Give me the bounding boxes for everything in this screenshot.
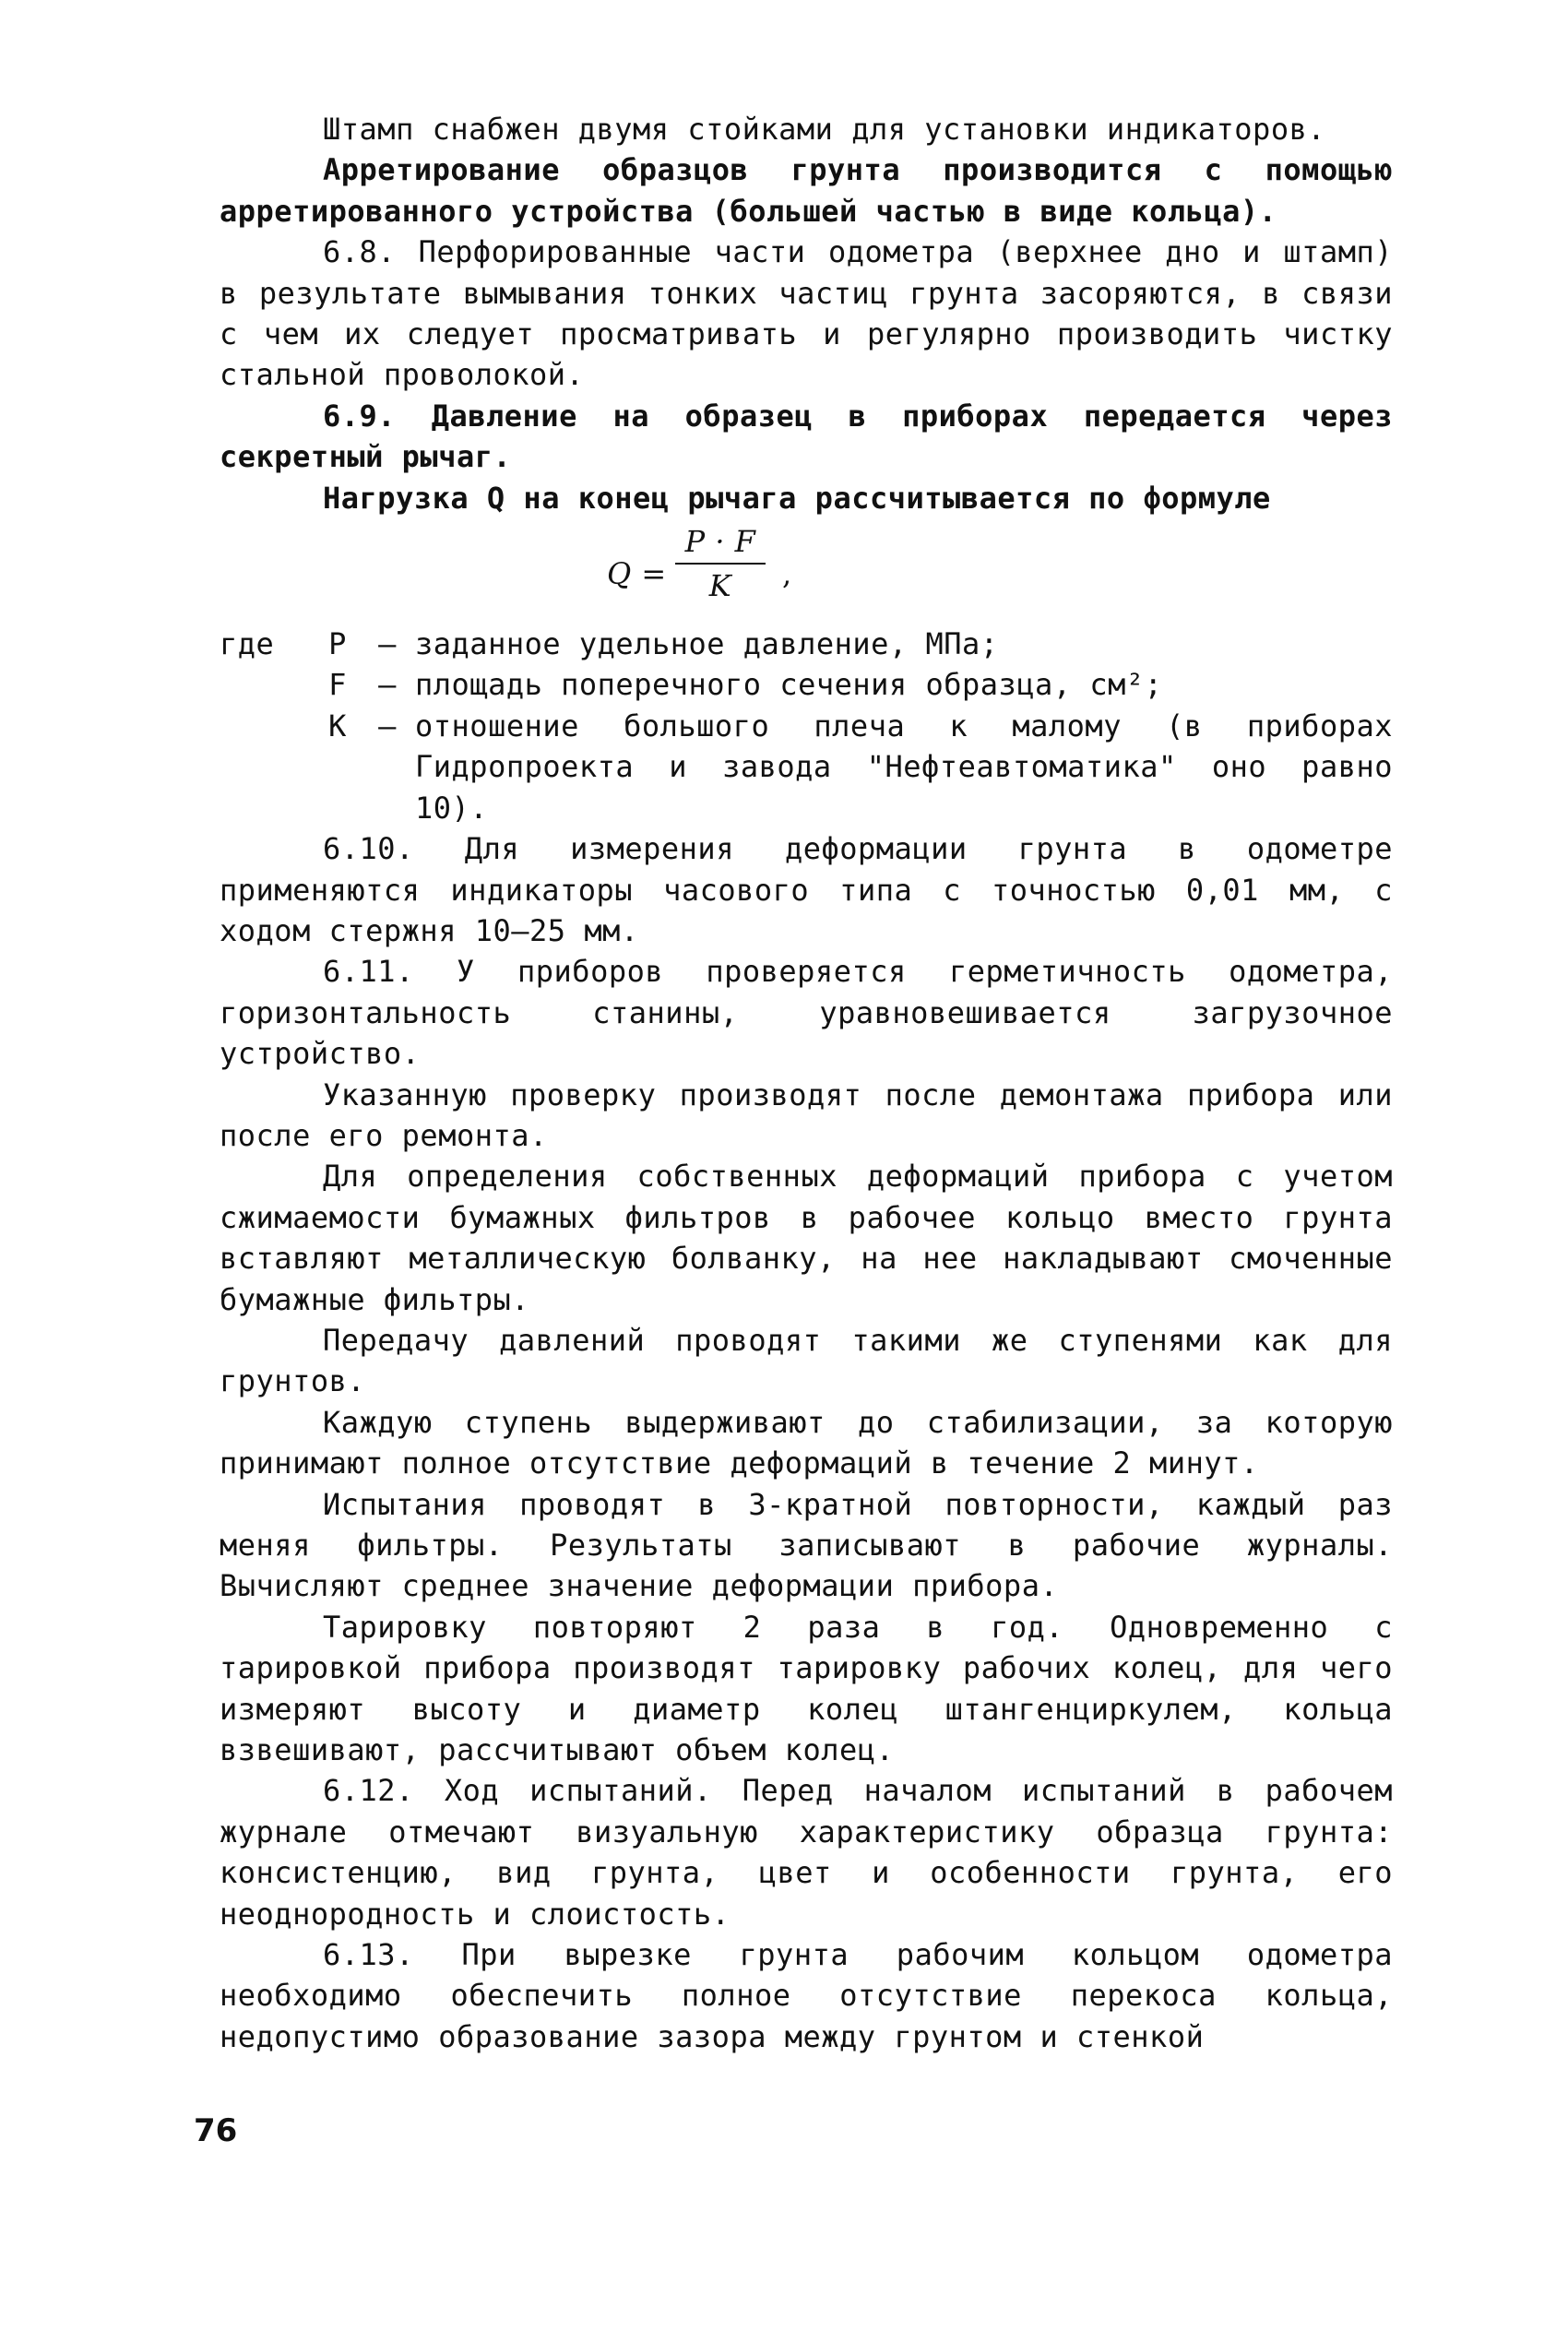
paragraph-stamp: Штамп снабжен двумя стойками для установки индикаторов. [323, 112, 1326, 147]
definition-row [220, 664, 1393, 705]
definition-dash: – [378, 626, 397, 662]
definition-dash: – [378, 708, 397, 743]
definition-row [220, 624, 1393, 664]
definition-symbol: K [328, 708, 347, 743]
definition-text: площадь поперечного сечения образца, см²; [415, 667, 1163, 703]
definition-text: заданное удельное давление, МПа; [415, 626, 999, 662]
formula-numerator: P · F [684, 524, 756, 560]
definition-symbol: P [328, 626, 347, 662]
paragraph-pressure-steps: Передачу давлений проводят такими же ступенями как для грунтов. [220, 1322, 1393, 1399]
definition-list [220, 624, 1393, 828]
load-formula [220, 520, 1393, 616]
definition-dash: – [378, 667, 397, 703]
paragraph-6-8: 6.8. Перфорированные части одометра (верхнее дно и штамп) в результате вымывания тонких частиц грунта засоряются, в связи с чем их следует просматривать и регулярно производить чистку стальной проволокой. [220, 234, 1393, 393]
paragraph-6-10: 6.10. Для измерения деформации грунта в одометре применяются индикаторы часового типа с точностью 0,01 мм, с ходом стержня 10–25 мм. [220, 831, 1393, 948]
definition-symbol: F [328, 667, 347, 703]
paragraph-stabilization: Каждую ступень выдерживают до стабилизации, за которую принимают полное отсутствие деформаций в течение 2 минут. [220, 1404, 1393, 1481]
page-number: 76 [194, 2112, 238, 2149]
paragraph-6-12: 6.12. Ход испытаний. Перед началом испытаний в рабочем журнале отмечают визуальную характеристику образца грунта: консистенцию, вид грунта, цвет и особенности грунта, его неоднородность и слоистость. [220, 1773, 1393, 1932]
paragraph-check: Указанную проверку производят после демонтажа прибора или после его ремонта. [220, 1076, 1393, 1153]
paragraph-6-11: 6.11. У приборов проверяется герметичность одометра, горизонтальность станины, уравновешивается загрузочное устройство. [220, 954, 1393, 1072]
paragraph-arresting: Арретирование образцов грунта производится с помощью арретированного устройства (большей частью в виде кольца). [220, 152, 1393, 229]
paragraph-calibration: Тарировку повторяют 2 раза в год. Одновременно с тарировкой прибора производят тарировку рабочих колец, для чего измеряют высоту и диаметр колец штангенциркулем, кольца взвешивают, рассчитывают объем колец. [220, 1609, 1393, 1768]
paragraph-repetitions: Испытания проводят в 3-кратной повторности, каждый раз меняя фильтры. Результаты записывают в рабочие журналы. Вычисляют среднее значение деформации прибора. [220, 1486, 1393, 1604]
paragraph-6-9: 6.9. Давление на образец в приборах передается через секретный рычаг. [220, 398, 1393, 475]
paragraph-formula-intro: Нагрузка Q на конец рычага рассчитывается по формуле [323, 480, 1271, 516]
formula-trail: , [782, 556, 792, 592]
definition-spacer [220, 664, 315, 705]
paragraph-own-deformation: Для определения собственных деформаций прибора с учетом сжимаемости бумажных фильтров в рабочее кольцо вместо грунта вставляют металлическую болванку, на нее накладывают смоченные бумажные фильтры. [220, 1159, 1393, 1317]
definition-text: отношение большого плеча к малому (в приборах Гидропроекта и завода "Нефтеавтоматика" оно равно 10). [415, 708, 1393, 826]
formula-lhs: Q = [607, 556, 667, 592]
definition-lead: где [220, 626, 275, 662]
formula-denominator: K [708, 568, 732, 604]
definition-spacer [220, 706, 315, 828]
paragraph-6-13: 6.13. При вырезке грунта рабочим кольцом одометра необходимо обеспечить полное отсутствие перекоса кольца, недопустимо образование зазора между грунтом и стенкой [220, 1937, 1393, 2054]
definition-row [220, 706, 1393, 828]
body-text [220, 109, 1393, 2057]
formula-fraction [670, 520, 771, 607]
